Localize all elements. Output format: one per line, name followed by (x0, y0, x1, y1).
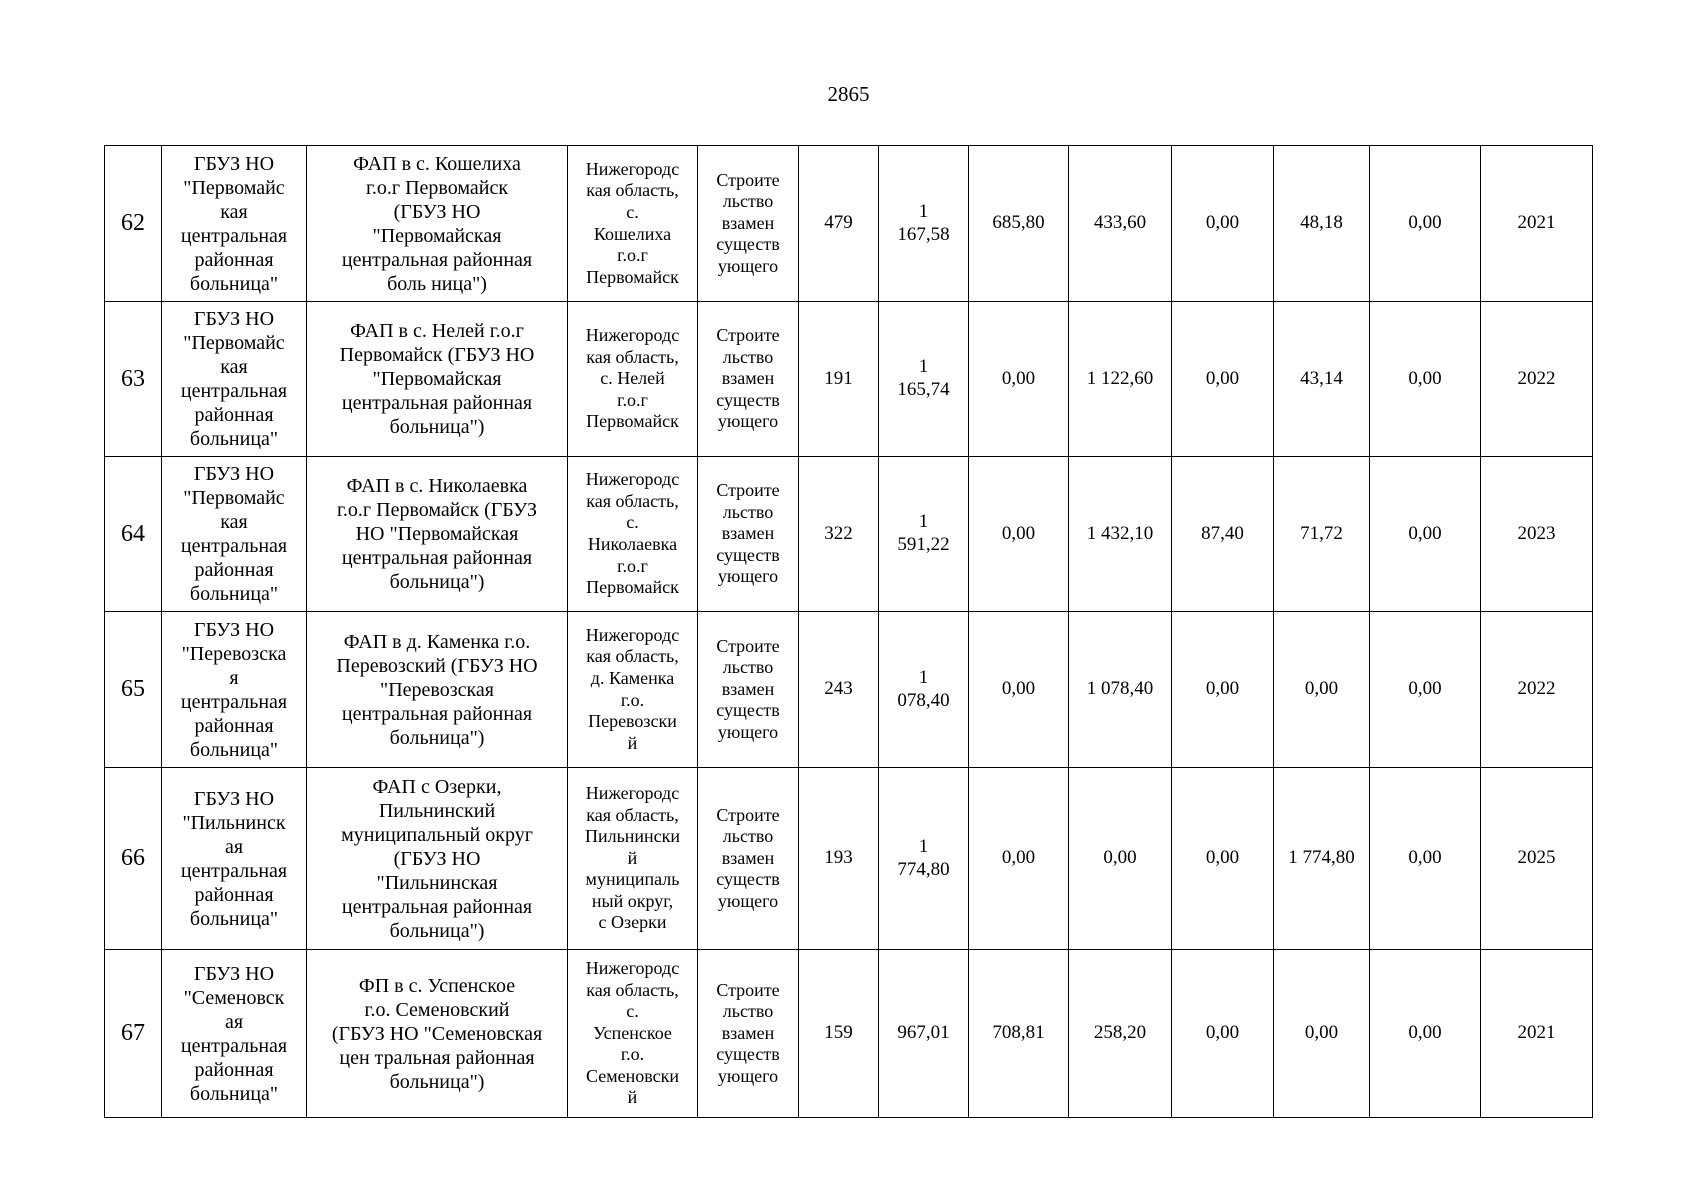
completion-year-cell-text: 2022 (1517, 678, 1556, 700)
other-cost-cell (1370, 612, 1481, 768)
total-cost-cell-text: 1 167,58 (897, 200, 950, 245)
cost-2023-cell-text: 0,00 (1205, 678, 1240, 700)
work-type-cell-text: Строите льство взамен существ ующего (716, 325, 780, 432)
cost-2022-cell (1069, 612, 1172, 768)
cost-2022-cell-text: 1 122,60 (1086, 367, 1154, 389)
organization-cell (162, 302, 307, 457)
table-row (105, 950, 1593, 1118)
other-cost-cell-text: 0,00 (1408, 847, 1442, 869)
cost-2021-cell-text: 0,00 (1001, 367, 1036, 389)
other-cost-cell (1370, 950, 1481, 1118)
facility-name-cell (307, 612, 568, 768)
cost-2022-cell (1069, 302, 1172, 457)
capacity-cell-text: 191 (824, 367, 853, 389)
table-row (105, 146, 1593, 302)
cost-2021-cell-text: 708,81 (992, 1022, 1045, 1044)
work-type-cell-text: Строите льство взамен существ ующего (716, 979, 780, 1086)
capacity-cell (799, 146, 879, 302)
cost-2021-cell (969, 457, 1069, 612)
total-cost-cell-text: 967,01 (897, 1022, 950, 1044)
capacity-cell (799, 612, 879, 768)
cost-2021-cell (969, 302, 1069, 457)
completion-year-cell-text: 2023 (1517, 522, 1556, 544)
total-cost-cell (879, 302, 969, 457)
other-cost-cell-text: 0,00 (1408, 367, 1442, 389)
other-cost-cell-text: 0,00 (1408, 212, 1442, 234)
cost-2022-cell-text: 258,20 (1093, 1022, 1147, 1044)
work-type-cell-text: Строите льство взамен существ ующего (716, 480, 780, 587)
completion-year-cell (1481, 146, 1593, 302)
cost-2021-cell (969, 768, 1069, 950)
capacity-cell (799, 457, 879, 612)
facility-name-cell (307, 302, 568, 457)
completion-year-cell (1481, 612, 1593, 768)
cost-2025-cell-text: 0,00 (1304, 678, 1339, 700)
cost-2023-cell (1172, 612, 1274, 768)
cost-2023-cell (1172, 457, 1274, 612)
cost-2023-cell (1172, 768, 1274, 950)
total-cost-cell-text: 1 591,22 (897, 511, 950, 555)
facility-name-cell (307, 146, 568, 302)
completion-year-cell (1481, 768, 1593, 950)
organization-cell-text: ГБУЗ НО "Перевозска я центральная районная больница" (180, 618, 288, 761)
cost-2023-cell-text: 0,00 (1205, 1022, 1240, 1044)
row-number-text: 65 (121, 676, 145, 703)
row-number-text: 63 (121, 365, 145, 392)
organization-cell (162, 146, 307, 302)
total-cost-cell (879, 146, 969, 302)
row-number (105, 302, 162, 457)
address-cell-text: Нижегородс кая область, с. Нелей г.о.г Первомайск (585, 325, 680, 432)
capacity-cell-text: 479 (824, 212, 853, 234)
cost-2021-cell-text: 0,00 (1001, 522, 1036, 544)
cost-2022-cell (1069, 457, 1172, 612)
total-cost-cell (879, 768, 969, 950)
address-cell (568, 768, 698, 950)
organization-cell (162, 768, 307, 950)
row-number (105, 146, 162, 302)
facility-name-cell (307, 768, 568, 950)
organization-cell (162, 457, 307, 612)
facility-name-cell (307, 950, 568, 1118)
organization-cell-text: ГБУЗ НО "Пильнинск ая центральная районная больница" (180, 787, 288, 930)
facility-name-cell-text: ФАП в с. Кошелиха г.о.г Первомайск (ГБУЗ НО "Первомайская центральная районная боль ница") (341, 152, 533, 295)
cost-2025-cell-text: 71,72 (1300, 522, 1343, 544)
table-body (105, 146, 1593, 1118)
completion-year-cell (1481, 302, 1593, 457)
row-number-text: 64 (121, 520, 145, 547)
organization-cell-text: ГБУЗ НО "Первомайс кая центральная районная больница" (180, 463, 288, 605)
facility-name-cell-text: ФАП с Озерки, Пильнинский муниципальный округ (ГБУЗ НО "Пильнинская центральная районная больница") (341, 775, 533, 942)
total-cost-cell-text: 1 165,74 (897, 356, 950, 400)
cost-2025-cell (1274, 302, 1370, 457)
cost-2021-cell-text: 685,80 (992, 212, 1045, 234)
other-cost-cell (1370, 457, 1481, 612)
row-number-text: 62 (121, 210, 145, 237)
cost-2025-cell (1274, 768, 1370, 950)
work-type-cell (698, 950, 799, 1118)
address-cell-text: Нижегородс кая область, Пильнински й муниципаль ный округ, с Озерки (584, 782, 681, 933)
address-cell-text: Нижегородс кая область, с. Успенское г.о. Семеновски й (585, 957, 680, 1108)
completion-year-cell-text: 2021 (1517, 212, 1556, 234)
row-number (105, 768, 162, 950)
address-cell (568, 457, 698, 612)
table-row (105, 302, 1593, 457)
work-type-cell (698, 146, 799, 302)
cost-2025-cell (1274, 950, 1370, 1118)
row-number-text: 66 (121, 845, 145, 872)
capacity-cell-text: 322 (824, 522, 853, 544)
work-type-cell-text: Строите льство взамен существ ующего (716, 169, 780, 276)
other-cost-cell-text: 0,00 (1408, 522, 1442, 544)
total-cost-cell (879, 612, 969, 768)
other-cost-cell (1370, 768, 1481, 950)
other-cost-cell-text: 0,00 (1408, 1022, 1442, 1044)
cost-2023-cell-text: 0,00 (1205, 212, 1240, 234)
organization-cell-text: ГБУЗ НО "Семеновск ая центральная районная больница" (180, 962, 288, 1105)
row-number (105, 950, 162, 1118)
completion-year-cell-text: 2021 (1517, 1022, 1556, 1044)
row-number (105, 457, 162, 612)
table-row (105, 612, 1593, 768)
work-type-cell (698, 457, 799, 612)
cost-2021-cell-text: 0,00 (1001, 678, 1036, 700)
cost-2021-cell-text: 0,00 (1001, 847, 1036, 869)
cost-2025-cell (1274, 457, 1370, 612)
total-cost-cell (879, 457, 969, 612)
cost-2025-cell-text: 48,18 (1300, 212, 1343, 234)
capacity-cell (799, 950, 879, 1118)
work-type-cell (698, 768, 799, 950)
facility-name-cell-text: ФАП в д. Каменка г.о. Перевозский (ГБУЗ НО "Перевозская центральная районная больница") (336, 630, 538, 749)
cost-2023-cell (1172, 146, 1274, 302)
organization-cell (162, 950, 307, 1118)
address-cell (568, 302, 698, 457)
cost-2023-cell-text: 0,00 (1205, 847, 1240, 869)
capacity-cell (799, 768, 879, 950)
table-row (105, 457, 1593, 612)
completion-year-cell (1481, 950, 1593, 1118)
capacity-cell-text: 193 (824, 847, 853, 869)
work-type-cell-text: Строите льство взамен существ ующего (716, 635, 780, 742)
work-type-cell (698, 302, 799, 457)
cost-2025-cell (1274, 612, 1370, 768)
address-cell-text: Нижегородс кая область, с. Кошелиха г.о.г Первомайск (585, 158, 680, 287)
capacity-cell-text: 243 (824, 678, 853, 700)
completion-year-cell-text: 2022 (1517, 367, 1556, 389)
address-cell-text: Нижегородс кая область, д. Каменка г.о. Перевозски й (585, 624, 680, 753)
cost-2022-cell (1069, 768, 1172, 950)
table-row (105, 768, 1593, 950)
other-cost-cell (1370, 146, 1481, 302)
address-cell (568, 146, 698, 302)
facility-name-cell-text: ФАП в с. Нелей г.о.г Первомайск (ГБУЗ НО "Первомайская центральная районная больница") (339, 320, 535, 438)
cost-2025-cell-text: 1 774,80 (1288, 847, 1355, 869)
cost-2021-cell (969, 950, 1069, 1118)
organization-cell-text: ГБУЗ НО "Первомайс кая центральная районная больница" (180, 308, 288, 450)
cost-2025-cell-text: 43,14 (1300, 367, 1343, 389)
cost-2022-cell (1069, 950, 1172, 1118)
cost-2022-cell-text: 1 078,40 (1086, 678, 1154, 700)
total-cost-cell-text: 1 774,80 (897, 835, 950, 880)
facility-name-cell (307, 457, 568, 612)
cost-2023-cell (1172, 950, 1274, 1118)
address-cell (568, 612, 698, 768)
other-cost-cell (1370, 302, 1481, 457)
cost-2023-cell-text: 0,00 (1205, 367, 1240, 389)
facility-name-cell-text: ФП в с. Успенское г.о. Семеновский (ГБУЗ НО "Семеновская цен тральная районная больница") (331, 974, 543, 1093)
address-cell-text: Нижегородс кая область, с. Николаевка г.о.г Первомайск (585, 469, 680, 598)
completion-year-cell-text: 2025 (1517, 847, 1556, 869)
organization-cell-text: ГБУЗ НО "Первомайс кая центральная районная больница" (180, 152, 288, 295)
capacity-cell (799, 302, 879, 457)
total-cost-cell (879, 950, 969, 1118)
address-cell (568, 950, 698, 1118)
other-cost-cell-text: 0,00 (1408, 678, 1442, 700)
facilities-table (104, 145, 1593, 1118)
cost-2022-cell-text: 0,00 (1103, 847, 1137, 869)
cost-2022-cell-text: 1 432,10 (1086, 522, 1154, 544)
cost-2023-cell-text: 87,40 (1201, 522, 1244, 544)
facility-name-cell-text: ФАП в с. Николаевка г.о.г Первомайск (ГБУЗ НО "Первомайская центральная районная больница") (336, 475, 537, 593)
cost-2025-cell-text: 0,00 (1304, 1022, 1339, 1044)
work-type-cell (698, 612, 799, 768)
capacity-cell-text: 159 (824, 1022, 853, 1044)
cost-2023-cell (1172, 302, 1274, 457)
cost-2025-cell (1274, 146, 1370, 302)
completion-year-cell (1481, 457, 1593, 612)
cost-2022-cell (1069, 146, 1172, 302)
cost-2021-cell (969, 612, 1069, 768)
cost-2022-cell-text: 433,60 (1093, 212, 1147, 234)
work-type-cell-text: Строите льство взамен существ ующего (716, 804, 780, 911)
row-number (105, 612, 162, 768)
organization-cell (162, 612, 307, 768)
total-cost-cell-text: 1 078,40 (897, 666, 950, 711)
row-number-text: 67 (121, 1020, 145, 1047)
page-number: 2865 (827, 82, 870, 106)
cost-2021-cell (969, 146, 1069, 302)
